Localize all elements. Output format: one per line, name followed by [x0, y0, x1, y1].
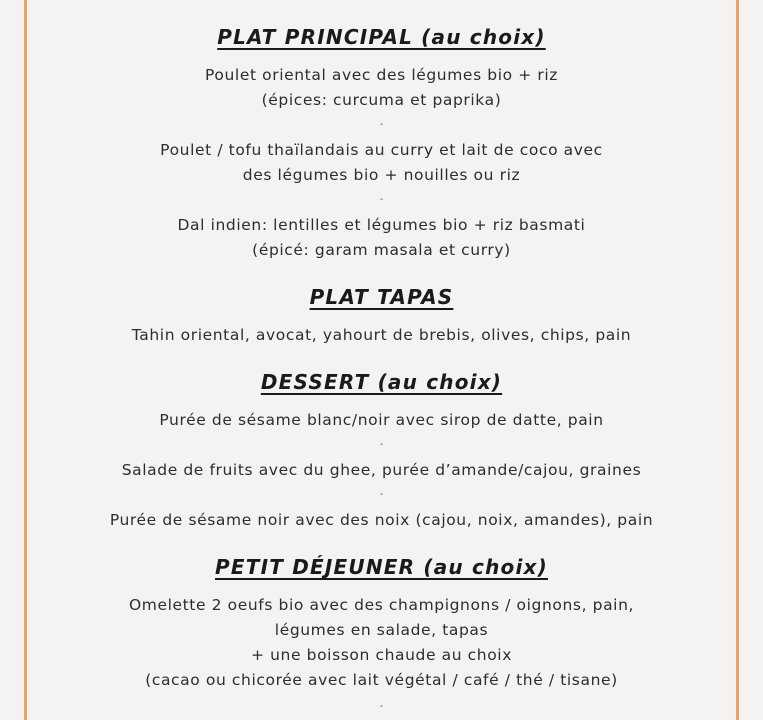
heading-plat-tapas [0, 285, 763, 309]
petit-dejeuner-item-1-line-2: légumes en salade, tapas [274, 621, 489, 639]
dessert-item-2: Salade de fruits avec du ghee, purée d’amande/cajou, graines [121, 461, 642, 479]
plat-principal-item-1-line-1: Poulet oriental avec des légumes bio + riz [205, 66, 558, 84]
plat-principal-item-2-line-1: Poulet / tofu thaïlandais au curry et lait de coco avec [160, 141, 603, 159]
dessert-item-3: Purée de sésame noir avec des noix (cajou, noix, amandes), pain [109, 511, 654, 529]
separator-dash: - [379, 119, 384, 130]
plat-principal-item-3-line-1: Dal indien: lentilles et légumes bio + riz basmati [177, 216, 586, 234]
heading-petit-dejeuner [0, 555, 763, 579]
heading-plat-principal [0, 25, 763, 49]
heading-plat-principal-text: PLAT PRINCIPAL (au choix) [217, 25, 546, 49]
heading-plat-tapas-text: PLAT TAPAS [309, 285, 454, 309]
petit-dejeuner-item-1-line-4: (cacao ou chicorée avec lait végétal / café / thé / tisane) [145, 671, 618, 689]
petit-dejeuner-item-1-line-1: Omelette 2 oeufs bio avec des champignons / oignons, pain, [128, 596, 635, 614]
petit-dejeuner-item-1-line-3: + une boisson chaude au choix [251, 646, 512, 664]
plat-principal-item-1-line-2: (épices: curcuma et paprika) [261, 91, 502, 109]
separator-dash: - [379, 194, 384, 205]
plat-principal-item-2-line-2: des légumes bio + nouilles ou riz [242, 166, 521, 184]
heading-dessert-text: DESSERT (au choix) [260, 370, 503, 394]
heading-petit-dejeuner-text: PETIT DÉJEUNER (au choix) [215, 555, 548, 579]
plat-principal-item-3-line-2: (épicé: garam masala et curry) [252, 241, 511, 259]
plat-tapas-item-1: Tahin oriental, avocat, yahourt de brebis, olives, chips, pain [131, 326, 632, 344]
dessert-item-1: Purée de sésame blanc/noir avec sirop de datte, pain [159, 411, 604, 429]
separator-dash: - [379, 489, 384, 500]
separator-dash: - [379, 701, 384, 712]
separator-dash: - [379, 439, 384, 450]
heading-dessert [0, 370, 763, 394]
